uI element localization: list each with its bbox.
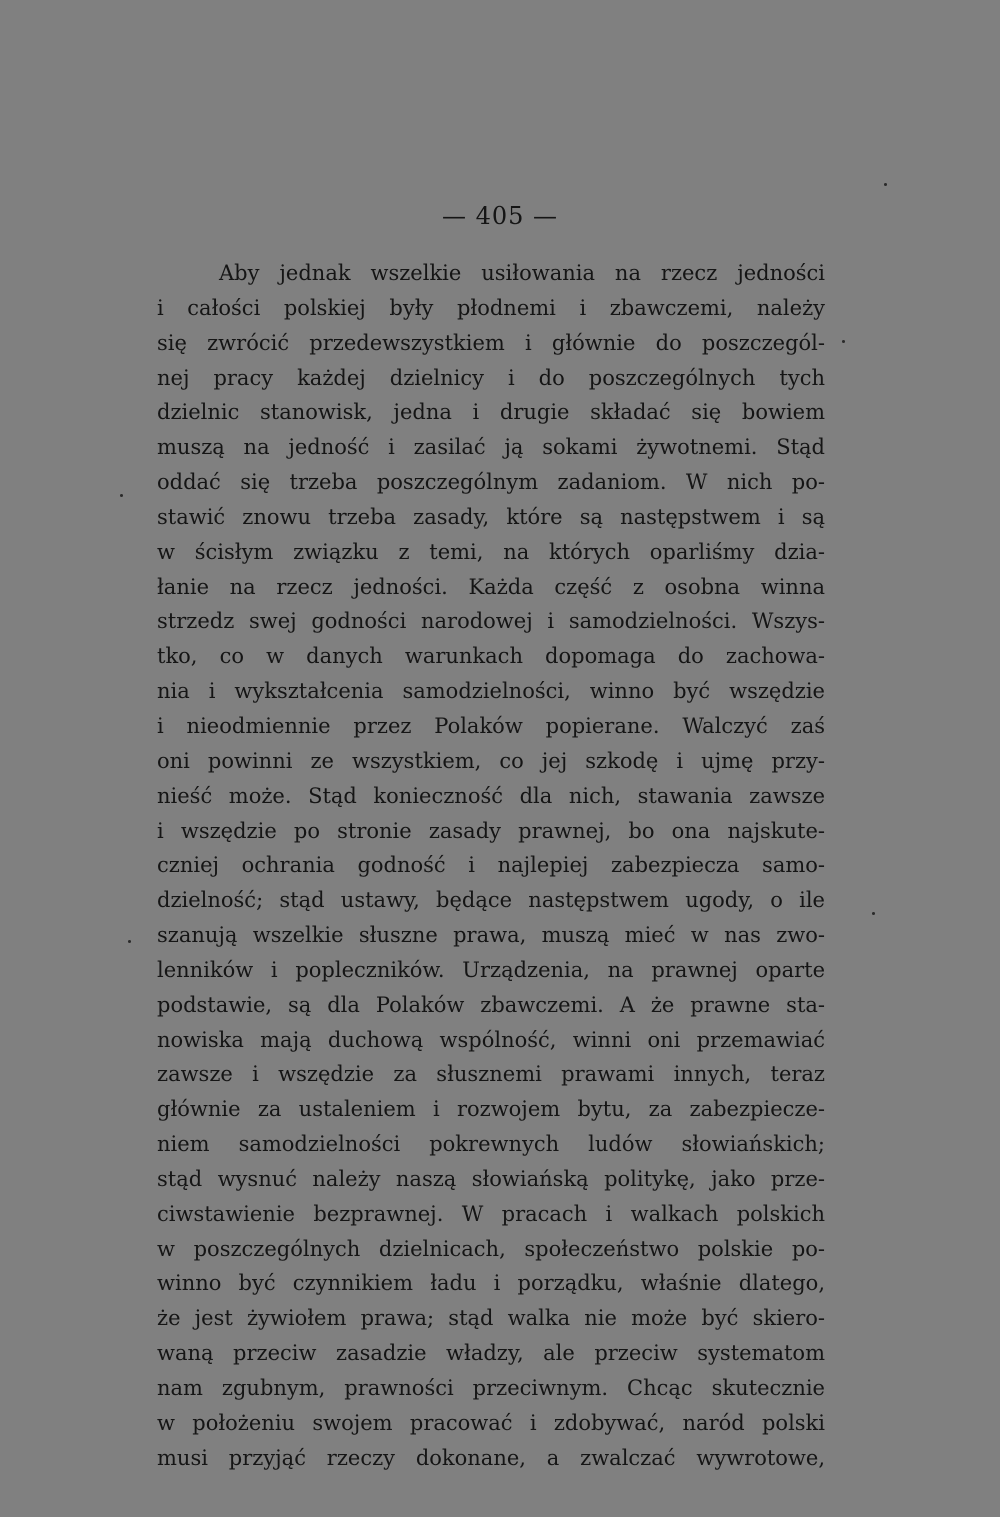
print-speck [872, 912, 875, 915]
text-line: że jest żywiołem prawa; stąd walka nie może być skiero- [157, 1306, 825, 1331]
text-line: oddać się trzeba poszczególnym zadaniom. W nich po- [157, 470, 825, 495]
text-line: łanie na rzecz jedności. Każda część z osobna winna [157, 574, 825, 599]
text-line: dzielnic stanowisk, jedna i drugie składać się bowiem [157, 400, 825, 425]
text-line: niem samodzielności pokrewnych ludów słowiańskich; [157, 1132, 825, 1157]
text-line: strzedz swej godności narodowej i samodzielności. Wszys- [157, 609, 825, 634]
print-speck [842, 340, 845, 343]
text-line: się zwrócić przedewszystkiem i głównie do poszczegól- [157, 330, 825, 355]
body-text [157, 256, 825, 1476]
text-line: Aby jednak wszelkie usiłowania na rzecz jedności [219, 261, 825, 285]
text-line: w położeniu swojem pracować i zdobywać, naród polski [157, 1410, 825, 1435]
text-line: szanują wszelkie słuszne prawa, muszą mieć w nas zwo- [157, 923, 825, 948]
text-line: w poszczególnych dzielnicach, społeczeństwo polskie po- [157, 1236, 825, 1261]
text-line: nowiska mają duchową wspólność, winni oni przemawiać [157, 1027, 825, 1052]
text-line: ciwstawienie bezprawnej. W pracach i walkach polskich [157, 1201, 825, 1226]
text-line: waną przeciw zasadzie władzy, ale przeciw systematom [157, 1341, 825, 1366]
text-line: i całości polskiej były płodnemi i zbawczemi, należy [157, 295, 825, 320]
text-line: winno być czynnikiem ładu i porządku, właśnie dlatego, [157, 1271, 825, 1296]
text-line: tko, co w danych warunkach dopomaga do zachowa- [157, 644, 825, 669]
text-line: głównie za ustaleniem i rozwojem bytu, za zabezpiecze- [157, 1097, 825, 1122]
text-line: oni powinni ze wszystkiem, co jej szkodę i ujmę przy- [157, 748, 825, 773]
text-line: i nieodmiennie przez Polaków popierane. Walczyć zaś [157, 713, 825, 738]
text-line: nej pracy każdej dzielnicy i do poszczególnych tych [157, 365, 825, 390]
print-speck [120, 494, 123, 497]
print-speck [128, 940, 131, 943]
text-line: dzielność; stąd ustawy, będące następstwem ugody, o ile [157, 888, 825, 913]
text-line: muszą na jedność i zasilać ją sokami żywotnemi. Stąd [157, 435, 825, 460]
print-speck [884, 183, 887, 186]
page-number: — 405 — [441, 202, 559, 230]
text-line: w ścisłym związku z temi, na których oparliśmy dzia- [157, 539, 825, 564]
text-line: nam zgubnym, prawności przeciwnym. Chcąc skutecznie [157, 1376, 825, 1400]
text-line: lenników i popleczników. Urządzenia, na prawnej oparte [157, 957, 825, 982]
text-line: i wszędzie po stronie zasady prawnej, bo ona najskute- [157, 818, 825, 843]
text-line: musi przyjąć rzeczy dokonane, a zwalczać wywrotowe, [157, 1445, 825, 1470]
text-line: podstawie, są dla Polaków zbawczemi. A że prawne sta- [157, 992, 825, 1017]
text-line: czniej ochrania godność i najlepiej zabezpiecza samo- [157, 853, 825, 878]
text-line: nia i wykształcenia samodzielności, winno być wszędzie [157, 679, 825, 704]
text-line: stąd wysnuć należy naszą słowiańską politykę, jako prze- [157, 1166, 825, 1191]
text-line: stawić znowu trzeba zasady, które są następstwem i są [157, 504, 825, 529]
text-line: nieść może. Stąd konieczność dla nich, stawania zawsze [157, 783, 825, 808]
text-line: zawsze i wszędzie za słusznemi prawami innych, teraz [157, 1062, 825, 1087]
